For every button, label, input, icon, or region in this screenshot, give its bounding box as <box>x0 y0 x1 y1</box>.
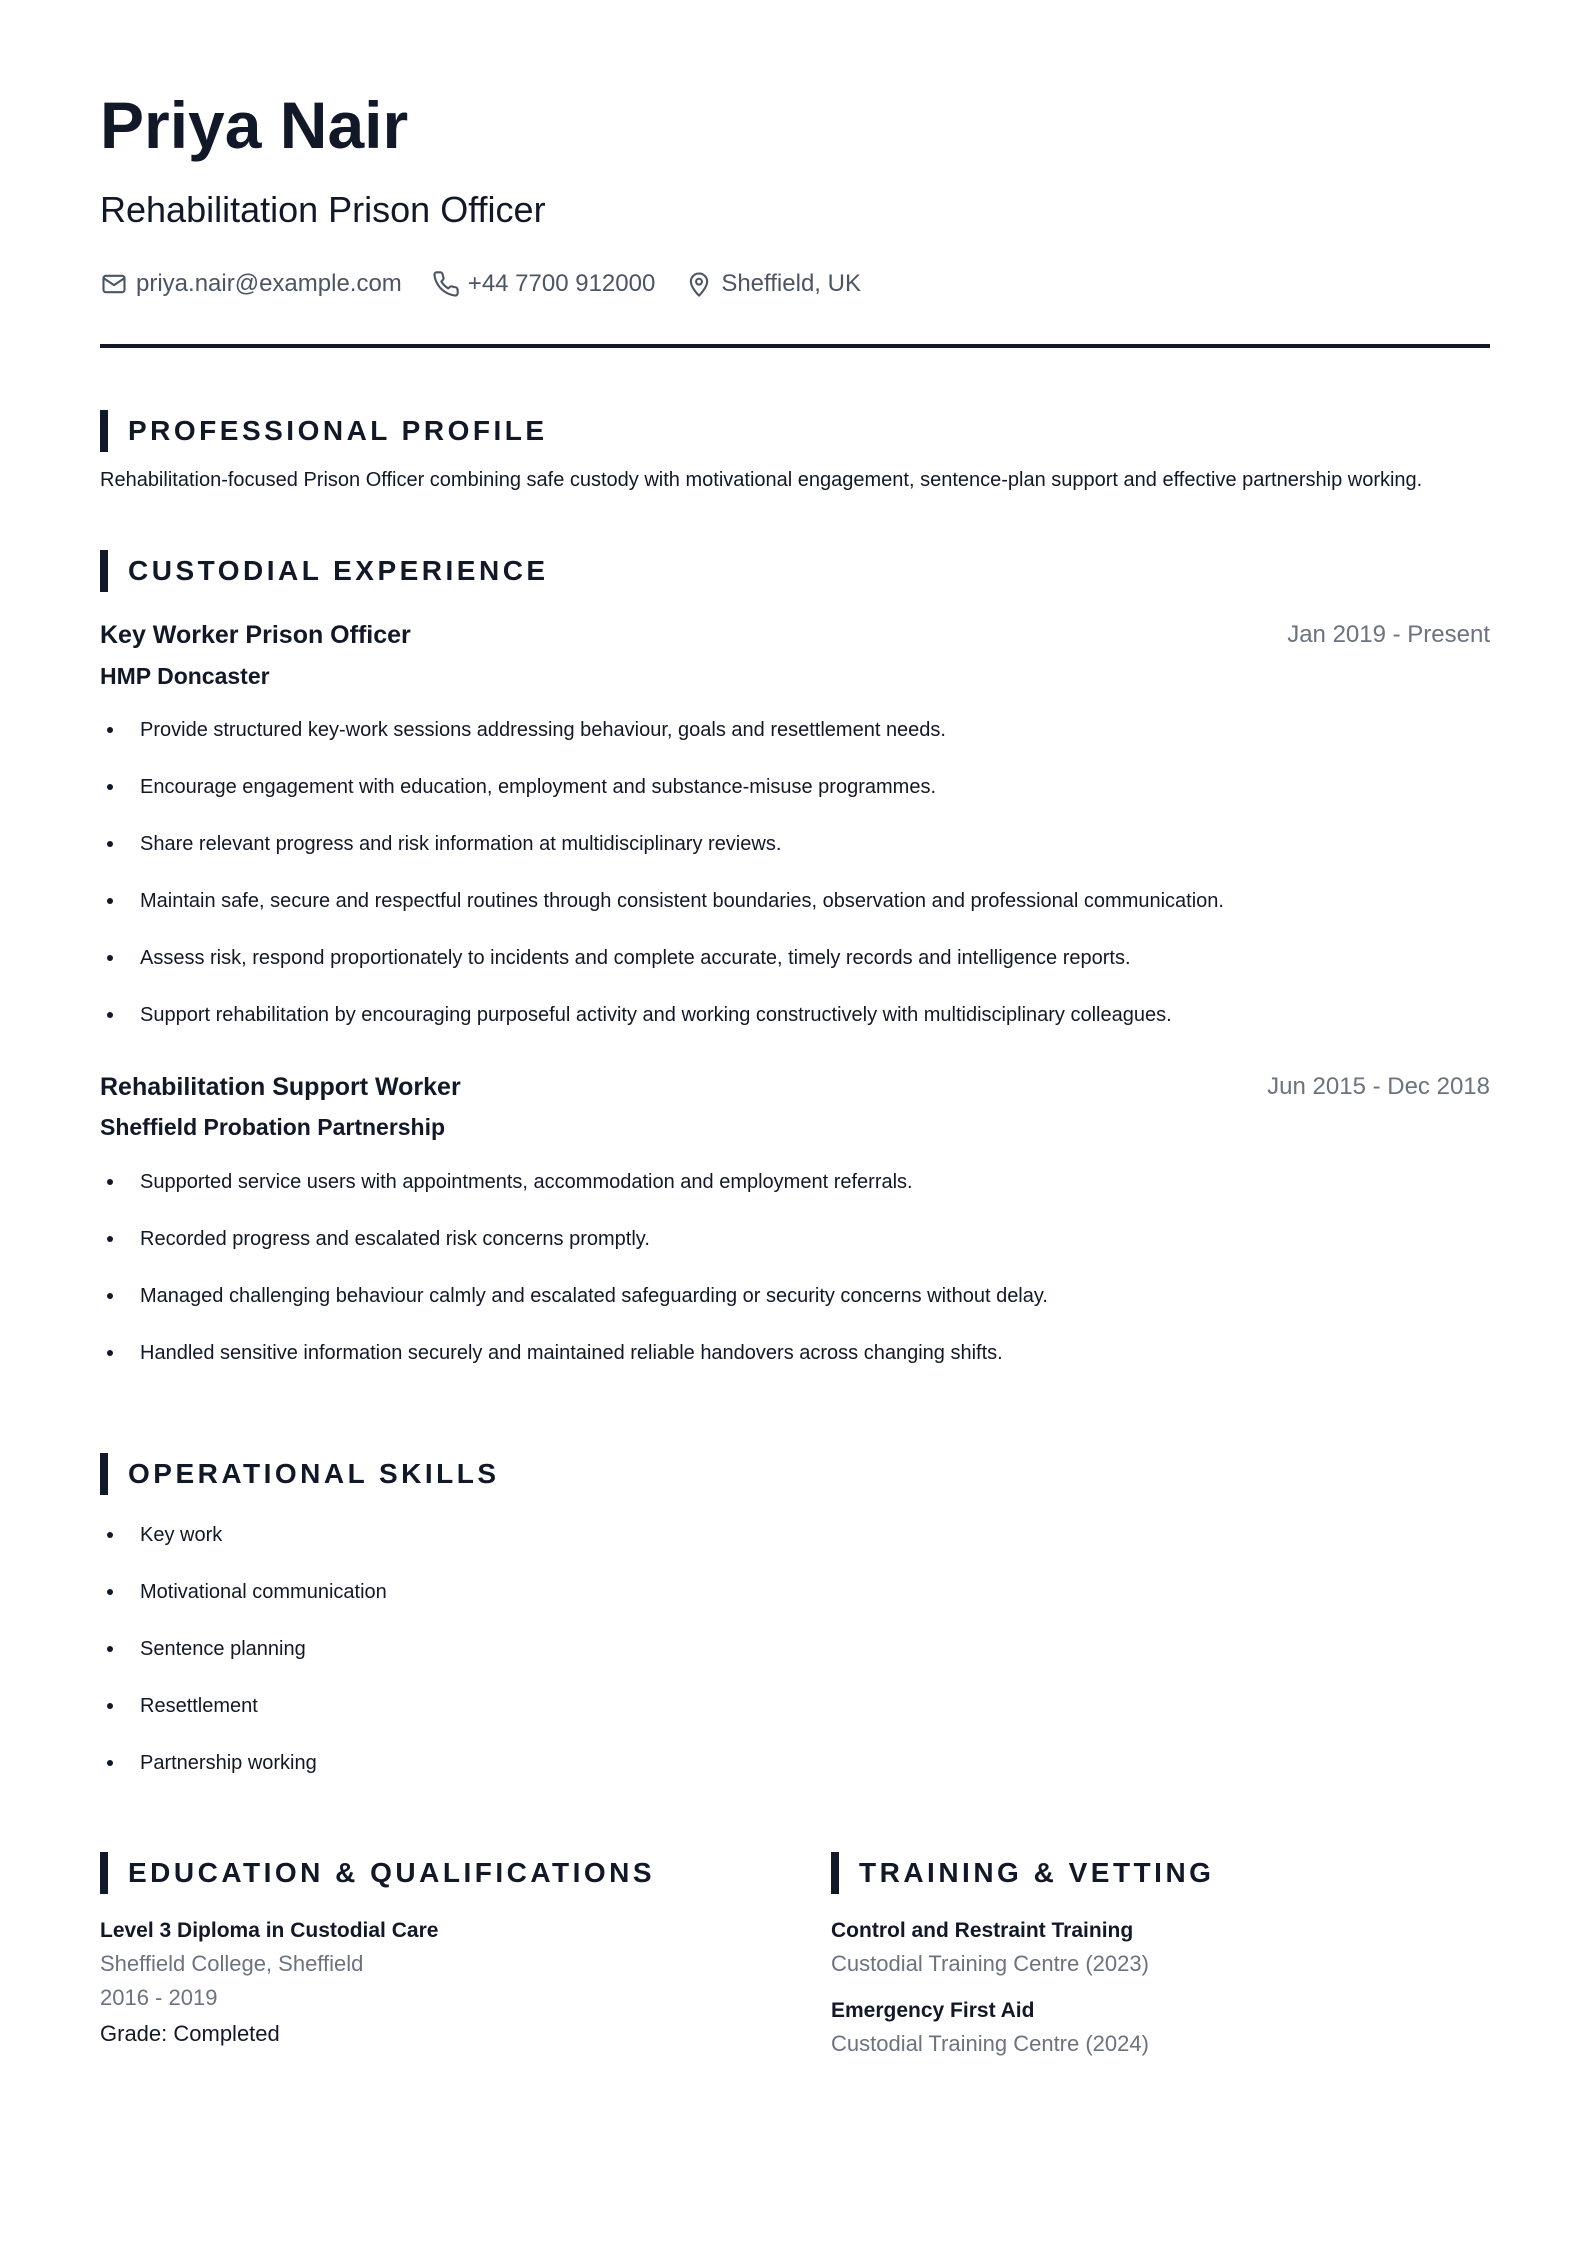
training-title: Emergency First Aid <box>831 1999 1035 2022</box>
qualification-title: Level 3 Diploma in Custodial Care <box>100 1919 439 1942</box>
candidate-name: Priya Nair <box>100 88 409 162</box>
location-text: Sheffield, UK <box>721 270 861 297</box>
contact-row <box>100 270 891 298</box>
list-item: Managed challenging behaviour calmly and escalated safeguarding or security concerns without delay. <box>100 1282 1048 1339</box>
heading-accent-bar <box>831 1852 839 1894</box>
list-item: Assess risk, respond proportionately to incidents and complete accurate, timely records and intelligence reports. <box>100 944 1224 1001</box>
contact-phone[interactable] <box>432 270 656 298</box>
training-detail: Custodial Training Centre (2024) <box>831 2031 1149 2056</box>
role-bullets <box>100 716 1224 1058</box>
list-item: Recorded progress and escalated risk concerns promptly. <box>100 1225 1048 1282</box>
role-title: Rehabilitation Support Worker <box>100 1073 461 1101</box>
education-dates: 2016 - 2019 <box>100 1985 218 2010</box>
heading-accent-bar <box>100 1453 108 1495</box>
skills-heading <box>100 1453 500 1495</box>
list-item: Support rehabilitation by encouraging purposeful activity and working constructively with multidisciplinary colleagues. <box>100 1001 1224 1058</box>
list-item: Handled sensitive information securely and maintained reliable handovers across changing shifts. <box>100 1339 1048 1396</box>
training-title: Control and Restraint Training <box>831 1919 1134 1942</box>
role-dates: Jun 2015 - Dec 2018 <box>1267 1073 1490 1100</box>
phone-icon <box>432 270 460 298</box>
heading-accent-bar <box>100 550 108 592</box>
candidate-title: Rehabilitation Prison Officer <box>100 189 546 230</box>
skill-item: Sentence planning <box>100 1635 387 1692</box>
skill-item: Motivational communication <box>100 1578 387 1635</box>
role-employer: Sheffield Probation Partnership <box>100 1114 446 1140</box>
skill-item: Partnership working <box>100 1749 387 1806</box>
list-item: Maintain safe, secure and respectful routines through consistent boundaries, observation and professional communication. <box>100 887 1224 944</box>
profile-summary: Rehabilitation-focused Prison Officer combining safe custody with motivational engagement, sentence-plan support and effective partnership working. <box>100 469 1423 491</box>
experience-heading <box>100 550 549 592</box>
list-item: Supported service users with appointments, accommodation and employment referrals. <box>100 1168 1048 1225</box>
profile-heading-text: PROFESSIONAL PROFILE <box>128 415 548 446</box>
education-grade: Grade: Completed <box>100 2021 280 2046</box>
skill-item: Key work <box>100 1521 387 1578</box>
role-bullets <box>100 1168 1048 1396</box>
skill-item: Resettlement <box>100 1692 387 1749</box>
mail-icon <box>100 270 128 298</box>
list-item: Provide structured key-work sessions addressing behaviour, goals and resettlement needs. <box>100 716 1224 773</box>
contact-location <box>685 270 861 298</box>
header-divider <box>100 344 1490 348</box>
email-text: priya.nair@example.com <box>136 270 402 297</box>
role-employer: HMP Doncaster <box>100 663 270 689</box>
heading-accent-bar <box>100 410 108 452</box>
location-pin-icon <box>685 270 713 298</box>
heading-accent-bar <box>100 1852 108 1894</box>
institution: Sheffield College, Sheffield <box>100 1951 364 1976</box>
experience-heading-text: CUSTODIAL EXPERIENCE <box>128 555 549 586</box>
training-detail: Custodial Training Centre (2023) <box>831 1951 1149 1976</box>
profile-heading <box>100 410 548 452</box>
role-title: Key Worker Prison Officer <box>100 621 411 649</box>
contact-email[interactable] <box>100 270 402 298</box>
list-item: Encourage engagement with education, employment and substance-misuse programmes. <box>100 773 1224 830</box>
training-heading <box>831 1852 1214 1894</box>
education-heading <box>100 1852 655 1894</box>
training-heading-text: TRAINING & VETTING <box>859 1857 1215 1888</box>
role-dates: Jan 2019 - Present <box>1287 621 1490 648</box>
phone-text: +44 7700 912000 <box>467 270 656 297</box>
skills-list <box>100 1521 387 1806</box>
education-heading-text: EDUCATION & QUALIFICATIONS <box>128 1857 656 1888</box>
skills-heading-text: OPERATIONAL SKILLS <box>128 1458 500 1489</box>
list-item: Share relevant progress and risk information at multidisciplinary reviews. <box>100 830 1224 887</box>
